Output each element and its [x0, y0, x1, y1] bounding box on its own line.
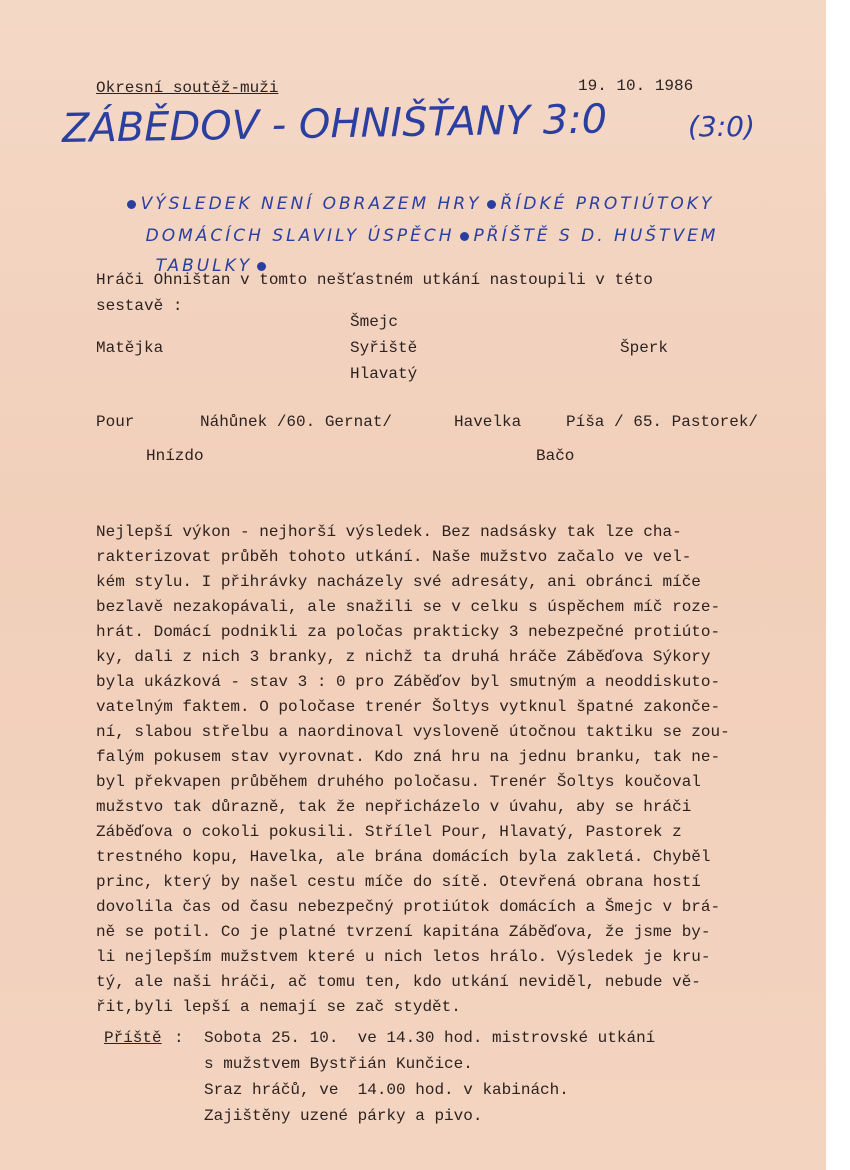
next-match-label: Příště: [104, 1029, 162, 1047]
next-match-line: Zajištěny uzené párky a pivo.: [204, 1107, 483, 1125]
lineup-intro-1: Hráči Ohništan v tomto nešťastném utkání nastoupili v této: [96, 271, 653, 289]
report-line: mužstvo tak důrazně, tak že nepřicházelo v úvahu, aby se hráči: [96, 798, 692, 816]
player-def-mid: Syřiště: [350, 339, 418, 357]
report-line: princ, který by našel cestu míče do sítě. Otevřená obrana hostí: [96, 873, 701, 891]
report-line: hrát. Domácí podnikli za poločas prakticky 3 nebezpečné protiúto-: [96, 623, 721, 641]
player-fwd-left: Hnízdo: [146, 447, 204, 465]
player-def-top: Šmejc: [350, 313, 399, 331]
player-mid-3: Havelka: [454, 413, 522, 431]
player-def-right: Šperk: [620, 339, 669, 357]
report-line: dovolila čas od času nebezpečný protiútok domácích a Šmejc v brá-: [96, 898, 721, 916]
report-line: falým pokusem stav vyrovnat. Kdo zná hru na jednu branku, tak ne-: [96, 748, 721, 766]
report-line: li nejlepším mužstvem které u nich letos hrálo. Výsledek je kru-: [96, 948, 711, 966]
player-mid-2: Náhůnek /60. Gernat/: [200, 413, 393, 431]
player-mid-4: Píša / 65. Pastorek/: [566, 413, 759, 431]
note-counterattacks: ŘÍDKÉ PROTIÚTOKY: [500, 194, 715, 214]
competition-title: Okresní soutěž-muži: [96, 79, 279, 97]
player-fwd-right: Bačo: [536, 447, 575, 465]
report-line: ky, dali z nich 3 branky, z nichž ta druhá hráče Záběďova Sýkory: [96, 648, 711, 666]
report-line: Nejlepší výkon - nejhorší výsledek. Bez nadsásky tak lze cha-: [96, 523, 682, 541]
report-line: ní, slabou střelbu a naordinoval vysloveně útočnou taktiku se zou-: [96, 723, 730, 741]
player-goalkeeper: Matějka: [96, 339, 164, 357]
report-line: byl překvapen průběhem druhého poločasu. Trenér Šoltys koučoval: [96, 773, 701, 791]
bullet-dot: [257, 262, 266, 271]
next-match-line: Sraz hráčů, ve 14.00 hod. v kabinách.: [204, 1081, 569, 1099]
report-line: ně se potil. Co je platné tvrzení kapitána Záběďova, že jsme by-: [96, 923, 711, 941]
lineup-intro-2: sestavě :: [96, 297, 183, 315]
handwritten-halftime: (3:0): [688, 110, 755, 143]
note-table: TABULKY: [155, 256, 253, 276]
report-line: Záběďova o cokoli pokusili. Střílel Pour, Hlavatý, Pastorek z: [96, 823, 682, 841]
report-line: řit,byli lepší a nemají se zač stydět.: [96, 998, 461, 1016]
next-match-colon: :: [174, 1029, 184, 1047]
next-match-line: Sobota 25. 10. ve 14.30 hod. mistrovské utkání: [204, 1029, 656, 1047]
next-match-line: s mužstvem Bystřián Kunčice.: [204, 1055, 473, 1073]
bullet-dot: [460, 232, 469, 241]
note-result: VÝSLEDEK NENÍ OBRAZEM HRY: [140, 194, 482, 214]
report-line: vatelným faktem. O poločase trenér Šoltys vytknul špatné zakonče-: [96, 698, 721, 716]
report-line: byla ukázková - stav 3 : 0 pro Záběďov byl smutným a neoddiskuto-: [96, 673, 721, 691]
report-line: trestného kopu, Havelka, ale brána domácích byla zakletá. Chyběl: [96, 848, 711, 866]
note-next: PŘÍŠTĚ S D. HUŠTVEM: [473, 226, 719, 246]
report-line: kém stylu. I přihrávky nacházely své adresáty, ani obránci míče: [96, 573, 701, 591]
match-date: 19. 10. 1986: [578, 77, 694, 95]
note-home-success: DOMÁCÍCH SLAVILY ÚSPĚCH: [145, 226, 455, 246]
player-mid-1: Pour: [96, 413, 135, 431]
report-line: rakterizovat průběh tohoto utkání. Naše mužstvo začalo ve vel-: [96, 548, 692, 566]
report-line: tý, ale naši hráči, ač tomu ten, kdo utkání neviděl, nebude vě-: [96, 973, 701, 991]
player-def-bottom: Hlavatý: [350, 365, 418, 383]
handwritten-score-title: ZÁBĚDOV - OHNIŠŤANY 3:0: [61, 96, 608, 152]
report-line: bezlavě nezakopávali, ale snažili se v celku s úspěchem míč roze-: [96, 598, 721, 616]
